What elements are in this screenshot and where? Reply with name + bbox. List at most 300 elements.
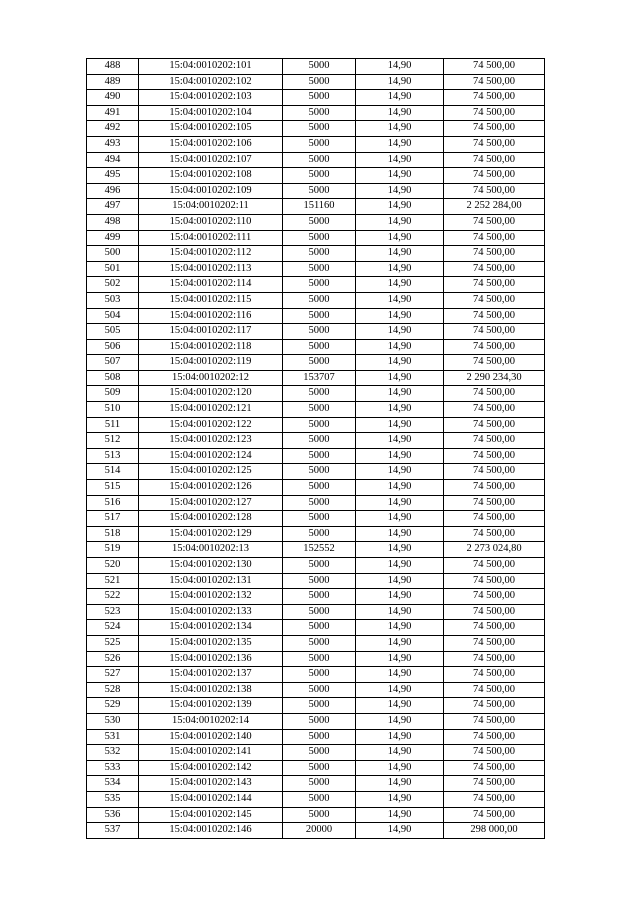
cadastral-number-cell: 15:04:0010202:145 [139, 807, 283, 823]
rate-cell: 14,90 [356, 620, 444, 636]
cadastral-number-cell: 15:04:0010202:135 [139, 635, 283, 651]
table-row [87, 292, 545, 308]
area-cell: 5000 [283, 136, 356, 152]
row-number-cell: 529 [87, 698, 139, 714]
cadastral-number-cell: 15:04:0010202:129 [139, 526, 283, 542]
table-row [87, 589, 545, 605]
cadastral-number-cell: 15:04:0010202:109 [139, 183, 283, 199]
cadastral-value-cell: 74 500,00 [444, 386, 545, 402]
row-number-cell: 512 [87, 433, 139, 449]
area-cell: 5000 [283, 682, 356, 698]
area-cell: 5000 [283, 230, 356, 246]
area-cell: 5000 [283, 59, 356, 75]
area-cell: 5000 [283, 417, 356, 433]
table-row [87, 635, 545, 651]
cadastral-value-cell: 2 273 024,80 [444, 542, 545, 558]
cadastral-number-cell: 15:04:0010202:143 [139, 776, 283, 792]
area-cell: 5000 [283, 183, 356, 199]
row-number-cell: 526 [87, 651, 139, 667]
table-row [87, 776, 545, 792]
cadastral-number-cell: 15:04:0010202:108 [139, 168, 283, 184]
row-number-cell: 489 [87, 74, 139, 90]
rate-cell: 14,90 [356, 59, 444, 75]
table-row [87, 59, 545, 75]
row-number-cell: 513 [87, 448, 139, 464]
table-row [87, 183, 545, 199]
cadastral-number-cell: 15:04:0010202:123 [139, 433, 283, 449]
cadastral-value-cell: 2 290 234,30 [444, 370, 545, 386]
table-row [87, 604, 545, 620]
cadastral-number-cell: 15:04:0010202:144 [139, 791, 283, 807]
cadastral-value-cell: 74 500,00 [444, 698, 545, 714]
table-row [87, 308, 545, 324]
cadastral-number-cell: 15:04:0010202:140 [139, 729, 283, 745]
area-cell: 5000 [283, 573, 356, 589]
area-cell: 5000 [283, 745, 356, 761]
table-row [87, 105, 545, 121]
cadastral-value-cell: 74 500,00 [444, 339, 545, 355]
area-cell: 5000 [283, 620, 356, 636]
cadastral-value-cell: 74 500,00 [444, 760, 545, 776]
table-body [87, 59, 545, 839]
cadastral-number-cell: 15:04:0010202:126 [139, 480, 283, 496]
cadastral-value-cell: 74 500,00 [444, 573, 545, 589]
cadastral-number-cell: 15:04:0010202:111 [139, 230, 283, 246]
cadastral-number-cell: 15:04:0010202:120 [139, 386, 283, 402]
rate-cell: 14,90 [356, 760, 444, 776]
rate-cell: 14,90 [356, 526, 444, 542]
cadastral-value-cell: 74 500,00 [444, 183, 545, 199]
row-number-cell: 527 [87, 667, 139, 683]
table-row [87, 355, 545, 371]
area-cell: 5000 [283, 214, 356, 230]
table-row [87, 90, 545, 106]
table-row [87, 370, 545, 386]
row-number-cell: 517 [87, 511, 139, 527]
cadastral-value-cell: 74 500,00 [444, 168, 545, 184]
cadastral-value-cell: 74 500,00 [444, 651, 545, 667]
cadastral-number-cell: 15:04:0010202:121 [139, 402, 283, 418]
row-number-cell: 502 [87, 277, 139, 293]
cadastral-value-cell: 74 500,00 [444, 464, 545, 480]
cadastral-value-cell: 74 500,00 [444, 604, 545, 620]
table-row [87, 324, 545, 340]
cadastral-number-cell: 15:04:0010202:105 [139, 121, 283, 137]
rate-cell: 14,90 [356, 402, 444, 418]
area-cell: 5000 [283, 277, 356, 293]
table-row [87, 277, 545, 293]
table-row [87, 417, 545, 433]
area-cell: 5000 [283, 246, 356, 262]
cadastral-value-cell: 74 500,00 [444, 729, 545, 745]
area-cell: 5000 [283, 90, 356, 106]
row-number-cell: 534 [87, 776, 139, 792]
area-cell: 5000 [283, 760, 356, 776]
table-row [87, 74, 545, 90]
row-number-cell: 523 [87, 604, 139, 620]
area-cell: 153707 [283, 370, 356, 386]
rate-cell: 14,90 [356, 667, 444, 683]
rate-cell: 14,90 [356, 246, 444, 262]
table-row [87, 682, 545, 698]
row-number-cell: 508 [87, 370, 139, 386]
area-cell: 5000 [283, 433, 356, 449]
rate-cell: 14,90 [356, 417, 444, 433]
cadastral-value-cell: 74 500,00 [444, 121, 545, 137]
cadastral-number-cell: 15:04:0010202:136 [139, 651, 283, 667]
rate-cell: 14,90 [356, 651, 444, 667]
row-number-cell: 507 [87, 355, 139, 371]
row-number-cell: 509 [87, 386, 139, 402]
cadastral-value-cell: 74 500,00 [444, 59, 545, 75]
row-number-cell: 495 [87, 168, 139, 184]
cadastral-value-cell: 74 500,00 [444, 214, 545, 230]
rate-cell: 14,90 [356, 261, 444, 277]
cadastral-value-cell: 74 500,00 [444, 495, 545, 511]
area-cell: 5000 [283, 791, 356, 807]
area-cell: 5000 [283, 168, 356, 184]
rate-cell: 14,90 [356, 776, 444, 792]
rate-cell: 14,90 [356, 511, 444, 527]
row-number-cell: 496 [87, 183, 139, 199]
row-number-cell: 510 [87, 402, 139, 418]
cadastral-number-cell: 15:04:0010202:114 [139, 277, 283, 293]
table-row [87, 760, 545, 776]
rate-cell: 14,90 [356, 136, 444, 152]
table-row [87, 573, 545, 589]
cadastral-value-cell: 74 500,00 [444, 776, 545, 792]
rate-cell: 14,90 [356, 292, 444, 308]
rate-cell: 14,90 [356, 495, 444, 511]
rate-cell: 14,90 [356, 682, 444, 698]
table-row [87, 542, 545, 558]
row-number-cell: 506 [87, 339, 139, 355]
cadastral-number-cell: 15:04:0010202:137 [139, 667, 283, 683]
area-cell: 5000 [283, 526, 356, 542]
area-cell: 5000 [283, 589, 356, 605]
table-row [87, 495, 545, 511]
cadastral-value-cell: 74 500,00 [444, 480, 545, 496]
row-number-cell: 493 [87, 136, 139, 152]
area-cell: 152552 [283, 542, 356, 558]
table-row [87, 168, 545, 184]
table-row [87, 230, 545, 246]
area-cell: 5000 [283, 308, 356, 324]
cadastral-value-cell: 74 500,00 [444, 324, 545, 340]
cadastral-value-cell: 74 500,00 [444, 667, 545, 683]
table-row [87, 448, 545, 464]
rate-cell: 14,90 [356, 277, 444, 293]
rate-cell: 14,90 [356, 433, 444, 449]
row-number-cell: 501 [87, 261, 139, 277]
cadastral-number-cell: 15:04:0010202:139 [139, 698, 283, 714]
rate-cell: 14,90 [356, 589, 444, 605]
rate-cell: 14,90 [356, 214, 444, 230]
row-number-cell: 491 [87, 105, 139, 121]
cadastral-value-cell: 74 500,00 [444, 713, 545, 729]
cadastral-number-cell: 15:04:0010202:106 [139, 136, 283, 152]
cadastral-number-cell: 15:04:0010202:103 [139, 90, 283, 106]
area-cell: 5000 [283, 651, 356, 667]
cadastral-number-cell: 15:04:0010202:112 [139, 246, 283, 262]
rate-cell: 14,90 [356, 386, 444, 402]
cadastral-value-cell: 74 500,00 [444, 230, 545, 246]
rate-cell: 14,90 [356, 698, 444, 714]
row-number-cell: 525 [87, 635, 139, 651]
cadastral-number-cell: 15:04:0010202:113 [139, 261, 283, 277]
row-number-cell: 518 [87, 526, 139, 542]
cadastral-value-cell: 74 500,00 [444, 682, 545, 698]
table-row [87, 698, 545, 714]
row-number-cell: 519 [87, 542, 139, 558]
cadastral-number-cell: 15:04:0010202:127 [139, 495, 283, 511]
table-row [87, 620, 545, 636]
cadastral-value-cell: 74 500,00 [444, 448, 545, 464]
cadastral-number-cell: 15:04:0010202:118 [139, 339, 283, 355]
area-cell: 5000 [283, 448, 356, 464]
rate-cell: 14,90 [356, 339, 444, 355]
cadastral-value-cell: 74 500,00 [444, 745, 545, 761]
row-number-cell: 533 [87, 760, 139, 776]
row-number-cell: 531 [87, 729, 139, 745]
cadastral-number-cell: 15:04:0010202:115 [139, 292, 283, 308]
rate-cell: 14,90 [356, 370, 444, 386]
rate-cell: 14,90 [356, 635, 444, 651]
rate-cell: 14,90 [356, 121, 444, 137]
rate-cell: 14,90 [356, 168, 444, 184]
table-row [87, 480, 545, 496]
cadastral-value-table [86, 58, 545, 839]
rate-cell: 14,90 [356, 807, 444, 823]
area-cell: 5000 [283, 511, 356, 527]
rate-cell: 14,90 [356, 745, 444, 761]
cadastral-value-cell: 74 500,00 [444, 620, 545, 636]
row-number-cell: 522 [87, 589, 139, 605]
row-number-cell: 492 [87, 121, 139, 137]
cadastral-number-cell: 15:04:0010202:134 [139, 620, 283, 636]
area-cell: 5000 [283, 292, 356, 308]
area-cell: 5000 [283, 698, 356, 714]
row-number-cell: 499 [87, 230, 139, 246]
cadastral-value-cell: 74 500,00 [444, 558, 545, 574]
cadastral-value-cell: 74 500,00 [444, 292, 545, 308]
row-number-cell: 532 [87, 745, 139, 761]
area-cell: 5000 [283, 464, 356, 480]
cadastral-value-cell: 74 500,00 [444, 511, 545, 527]
cadastral-value-cell: 74 500,00 [444, 74, 545, 90]
area-cell: 151160 [283, 199, 356, 215]
rate-cell: 14,90 [356, 573, 444, 589]
cadastral-value-cell: 74 500,00 [444, 261, 545, 277]
area-cell: 5000 [283, 776, 356, 792]
table-row [87, 464, 545, 480]
table-row [87, 667, 545, 683]
cadastral-number-cell: 15:04:0010202:138 [139, 682, 283, 698]
table-row [87, 152, 545, 168]
cadastral-number-cell: 15:04:0010202:107 [139, 152, 283, 168]
cadastral-value-cell: 74 500,00 [444, 635, 545, 651]
row-number-cell: 503 [87, 292, 139, 308]
row-number-cell: 521 [87, 573, 139, 589]
cadastral-value-cell: 74 500,00 [444, 791, 545, 807]
row-number-cell: 535 [87, 791, 139, 807]
cadastral-value-cell: 298 000,00 [444, 823, 545, 839]
table-row [87, 386, 545, 402]
cadastral-value-cell: 74 500,00 [444, 807, 545, 823]
area-cell: 5000 [283, 495, 356, 511]
rate-cell: 14,90 [356, 90, 444, 106]
rate-cell: 14,90 [356, 558, 444, 574]
cadastral-number-cell: 15:04:0010202:146 [139, 823, 283, 839]
cadastral-number-cell: 15:04:0010202:131 [139, 573, 283, 589]
area-cell: 5000 [283, 480, 356, 496]
area-cell: 5000 [283, 713, 356, 729]
cadastral-number-cell: 15:04:0010202:12 [139, 370, 283, 386]
area-cell: 5000 [283, 402, 356, 418]
rate-cell: 14,90 [356, 464, 444, 480]
cadastral-value-cell: 74 500,00 [444, 355, 545, 371]
row-number-cell: 514 [87, 464, 139, 480]
rate-cell: 14,90 [356, 480, 444, 496]
area-cell: 5000 [283, 324, 356, 340]
cadastral-number-cell: 15:04:0010202:116 [139, 308, 283, 324]
row-number-cell: 536 [87, 807, 139, 823]
row-number-cell: 500 [87, 246, 139, 262]
cadastral-number-cell: 15:04:0010202:133 [139, 604, 283, 620]
cadastral-value-cell: 74 500,00 [444, 246, 545, 262]
table-row [87, 339, 545, 355]
area-cell: 5000 [283, 261, 356, 277]
cadastral-number-cell: 15:04:0010202:141 [139, 745, 283, 761]
cadastral-number-cell: 15:04:0010202:119 [139, 355, 283, 371]
cadastral-number-cell: 15:04:0010202:101 [139, 59, 283, 75]
row-number-cell: 504 [87, 308, 139, 324]
row-number-cell: 511 [87, 417, 139, 433]
area-cell: 5000 [283, 604, 356, 620]
row-number-cell: 516 [87, 495, 139, 511]
cadastral-value-cell: 74 500,00 [444, 90, 545, 106]
row-number-cell: 490 [87, 90, 139, 106]
table-row [87, 713, 545, 729]
row-number-cell: 520 [87, 558, 139, 574]
cadastral-number-cell: 15:04:0010202:13 [139, 542, 283, 558]
table-row [87, 823, 545, 839]
cadastral-value-cell: 74 500,00 [444, 152, 545, 168]
area-cell: 5000 [283, 339, 356, 355]
table-row [87, 745, 545, 761]
table-row [87, 807, 545, 823]
row-number-cell: 498 [87, 214, 139, 230]
cadastral-number-cell: 15:04:0010202:130 [139, 558, 283, 574]
cadastral-number-cell: 15:04:0010202:142 [139, 760, 283, 776]
rate-cell: 14,90 [356, 74, 444, 90]
table-row [87, 511, 545, 527]
rate-cell: 14,90 [356, 199, 444, 215]
cadastral-number-cell: 15:04:0010202:117 [139, 324, 283, 340]
area-cell: 5000 [283, 74, 356, 90]
cadastral-number-cell: 15:04:0010202:104 [139, 105, 283, 121]
table-row [87, 136, 545, 152]
area-cell: 5000 [283, 667, 356, 683]
table-row [87, 214, 545, 230]
cadastral-number-cell: 15:04:0010202:14 [139, 713, 283, 729]
table-row [87, 433, 545, 449]
cadastral-value-cell: 2 252 284,00 [444, 199, 545, 215]
cadastral-value-cell: 74 500,00 [444, 417, 545, 433]
table-row [87, 121, 545, 137]
table-row [87, 791, 545, 807]
cadastral-number-cell: 15:04:0010202:125 [139, 464, 283, 480]
cadastral-value-cell: 74 500,00 [444, 277, 545, 293]
table-row [87, 526, 545, 542]
area-cell: 5000 [283, 729, 356, 745]
row-number-cell: 524 [87, 620, 139, 636]
rate-cell: 14,90 [356, 713, 444, 729]
rate-cell: 14,90 [356, 105, 444, 121]
cadastral-number-cell: 15:04:0010202:132 [139, 589, 283, 605]
row-number-cell: 497 [87, 199, 139, 215]
table-row [87, 402, 545, 418]
rate-cell: 14,90 [356, 355, 444, 371]
area-cell: 20000 [283, 823, 356, 839]
cadastral-value-cell: 74 500,00 [444, 105, 545, 121]
table-row [87, 558, 545, 574]
rate-cell: 14,90 [356, 604, 444, 620]
table-row [87, 199, 545, 215]
table-row [87, 729, 545, 745]
area-cell: 5000 [283, 105, 356, 121]
cadastral-value-cell: 74 500,00 [444, 433, 545, 449]
area-cell: 5000 [283, 152, 356, 168]
row-number-cell: 528 [87, 682, 139, 698]
area-cell: 5000 [283, 807, 356, 823]
rate-cell: 14,90 [356, 324, 444, 340]
cadastral-number-cell: 15:04:0010202:122 [139, 417, 283, 433]
rate-cell: 14,90 [356, 823, 444, 839]
rate-cell: 14,90 [356, 230, 444, 246]
cadastral-number-cell: 15:04:0010202:11 [139, 199, 283, 215]
rate-cell: 14,90 [356, 791, 444, 807]
rate-cell: 14,90 [356, 448, 444, 464]
table-row [87, 261, 545, 277]
rate-cell: 14,90 [356, 308, 444, 324]
area-cell: 5000 [283, 386, 356, 402]
rate-cell: 14,90 [356, 542, 444, 558]
row-number-cell: 488 [87, 59, 139, 75]
area-cell: 5000 [283, 121, 356, 137]
row-number-cell: 494 [87, 152, 139, 168]
cadastral-value-cell: 74 500,00 [444, 526, 545, 542]
rate-cell: 14,90 [356, 183, 444, 199]
cadastral-number-cell: 15:04:0010202:102 [139, 74, 283, 90]
area-cell: 5000 [283, 355, 356, 371]
rate-cell: 14,90 [356, 152, 444, 168]
table-row [87, 246, 545, 262]
row-number-cell: 505 [87, 324, 139, 340]
row-number-cell: 515 [87, 480, 139, 496]
area-cell: 5000 [283, 635, 356, 651]
cadastral-value-cell: 74 500,00 [444, 589, 545, 605]
cadastral-number-cell: 15:04:0010202:124 [139, 448, 283, 464]
cadastral-number-cell: 15:04:0010202:110 [139, 214, 283, 230]
cadastral-number-cell: 15:04:0010202:128 [139, 511, 283, 527]
area-cell: 5000 [283, 558, 356, 574]
cadastral-value-cell: 74 500,00 [444, 136, 545, 152]
cadastral-value-cell: 74 500,00 [444, 402, 545, 418]
rate-cell: 14,90 [356, 729, 444, 745]
row-number-cell: 537 [87, 823, 139, 839]
cadastral-value-cell: 74 500,00 [444, 308, 545, 324]
